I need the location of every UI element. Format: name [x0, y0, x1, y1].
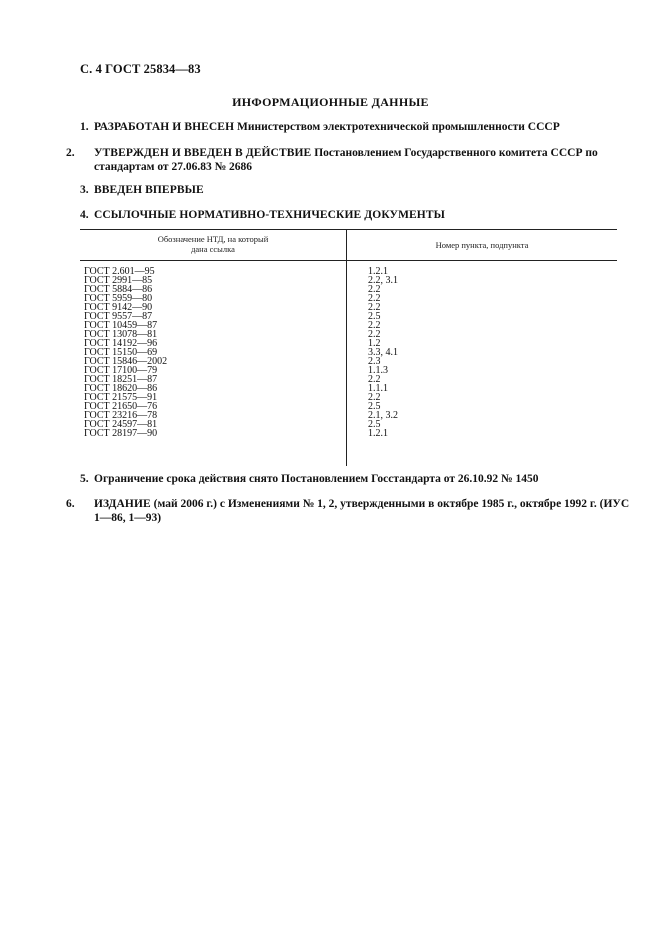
cell-document: ГОСТ 18251—87	[84, 374, 158, 385]
table-row	[80, 420, 617, 429]
section-title: ИНФОРМАЦИОННЫЕ ДАННЫЕ	[232, 95, 429, 109]
item-number: 6.	[66, 498, 75, 510]
cell-clause: 1.2.1	[368, 266, 388, 277]
column-header-document-line2: дана ссылка	[191, 244, 235, 254]
table-row	[80, 321, 617, 330]
item-number: 5.	[80, 473, 89, 485]
item-body: Министерством электротехнической промышленности СССР	[234, 121, 560, 133]
cell-document: ГОСТ 5884—86	[84, 284, 153, 295]
info-item-3	[80, 183, 620, 197]
cell-document: ГОСТ 9142—90	[84, 302, 153, 313]
cell-document: ГОСТ 5959—80	[84, 293, 153, 304]
cell-clause: 2.5	[368, 401, 381, 412]
table-row	[80, 402, 617, 411]
cell-clause: 2.2	[368, 329, 381, 340]
table-row	[80, 384, 617, 393]
cell-clause: 1.2	[368, 338, 381, 349]
cell-clause: 1.1.3	[368, 365, 388, 376]
item-lead: УТВЕРЖДЕН И ВВЕДЕН В ДЕЙСТВИЕ	[94, 147, 312, 159]
cell-clause: 2.2	[368, 320, 381, 331]
table-row	[80, 411, 617, 420]
table-header	[80, 229, 617, 261]
table-row	[80, 303, 617, 312]
cell-clause: 2.2	[368, 374, 381, 385]
page-header: С. 4 ГОСТ 25834—83	[80, 62, 201, 76]
cell-clause: 1.1.1	[368, 383, 388, 394]
cell-document: ГОСТ 13078—81	[84, 329, 158, 340]
table-row	[80, 285, 617, 294]
cell-document: ГОСТ 15846—2002	[84, 356, 168, 367]
cell-document: ГОСТ 14192—96	[84, 338, 158, 349]
table-row	[80, 276, 617, 285]
cell-document: ГОСТ 24597—81	[84, 419, 158, 430]
table-row	[80, 357, 617, 366]
item-body: Ограничение срока действия снято Постановлением Госстандарта от 26.10.92 № 1450	[94, 473, 539, 485]
table-row	[80, 339, 617, 348]
cell-clause: 2.2, 3.1	[368, 275, 398, 286]
cell-document: ГОСТ 9557—87	[84, 311, 153, 322]
table-body	[80, 261, 617, 438]
table-row	[80, 312, 617, 321]
table-row	[80, 375, 617, 384]
cell-clause: 2.5	[368, 419, 381, 430]
cell-clause: 2.5	[368, 311, 381, 322]
cell-clause: 2.1, 3.2	[368, 410, 398, 421]
cell-clause: 2.2	[368, 302, 381, 313]
cell-document: ГОСТ 17100—79	[84, 365, 158, 376]
column-header-clause: Номер пункта, подпункта	[435, 240, 529, 250]
cell-clause: 2.2	[368, 392, 381, 403]
column-header-document	[80, 234, 346, 254]
cell-document: ГОСТ 28197—90	[84, 428, 158, 439]
item-number: 3.	[80, 184, 89, 196]
table-row	[80, 267, 617, 276]
info-item-1	[80, 120, 620, 134]
item-lead: ВВЕДЕН ВПЕРВЫЕ	[94, 184, 204, 196]
cell-document: ГОСТ 15150—69	[84, 347, 158, 358]
table-row	[80, 330, 617, 339]
item-lead: РАЗРАБОТАН И ВНЕСЕН	[94, 121, 235, 133]
cell-document: ГОСТ 18620—86	[84, 383, 158, 394]
cell-clause: 3.3, 4.1	[368, 347, 398, 358]
info-item-2	[66, 146, 634, 174]
info-item-4	[80, 208, 620, 222]
item-number: 4.	[80, 209, 89, 221]
cell-document: ГОСТ 23216—78	[84, 410, 158, 421]
cell-document: ГОСТ 21575—91	[84, 392, 158, 403]
cell-clause: 2.3	[368, 356, 381, 367]
item-number: 2.	[66, 147, 75, 159]
column-header-document-line1: Обозначение НТД, на который	[157, 234, 269, 244]
table-row	[80, 393, 617, 402]
item-body: Постановлением Государственного комитета СССР по стандартам от 27.06.83 № 2686	[94, 147, 598, 173]
item-number: 1.	[80, 121, 89, 133]
cell-document: ГОСТ 2.601—95	[84, 266, 155, 277]
item-body: (май 2006 г.) с Изменениями № 1, 2, утвержденными в октябре 1985 г., октябре 1992 г. (ИУС 1—86, 1—93)	[94, 498, 630, 524]
cell-clause: 1.2.1	[368, 428, 388, 439]
info-item-6	[66, 497, 634, 525]
table-row	[80, 366, 617, 375]
table-row	[80, 429, 617, 438]
item-lead: ССЫЛОЧНЫЕ НОРМАТИВНО-ТЕХНИЧЕСКИЕ ДОКУМЕНТЫ	[94, 209, 446, 221]
item-lead: ИЗДАНИЕ	[94, 498, 151, 510]
cell-document: ГОСТ 2991—85	[84, 275, 153, 286]
references-table	[80, 229, 617, 438]
cell-clause: 2.2	[368, 284, 381, 295]
cell-document: ГОСТ 21650—76	[84, 401, 158, 412]
info-item-5	[80, 472, 620, 486]
table-row	[80, 294, 617, 303]
cell-clause: 2.2	[368, 293, 381, 304]
cell-document: ГОСТ 10459—87	[84, 320, 158, 331]
